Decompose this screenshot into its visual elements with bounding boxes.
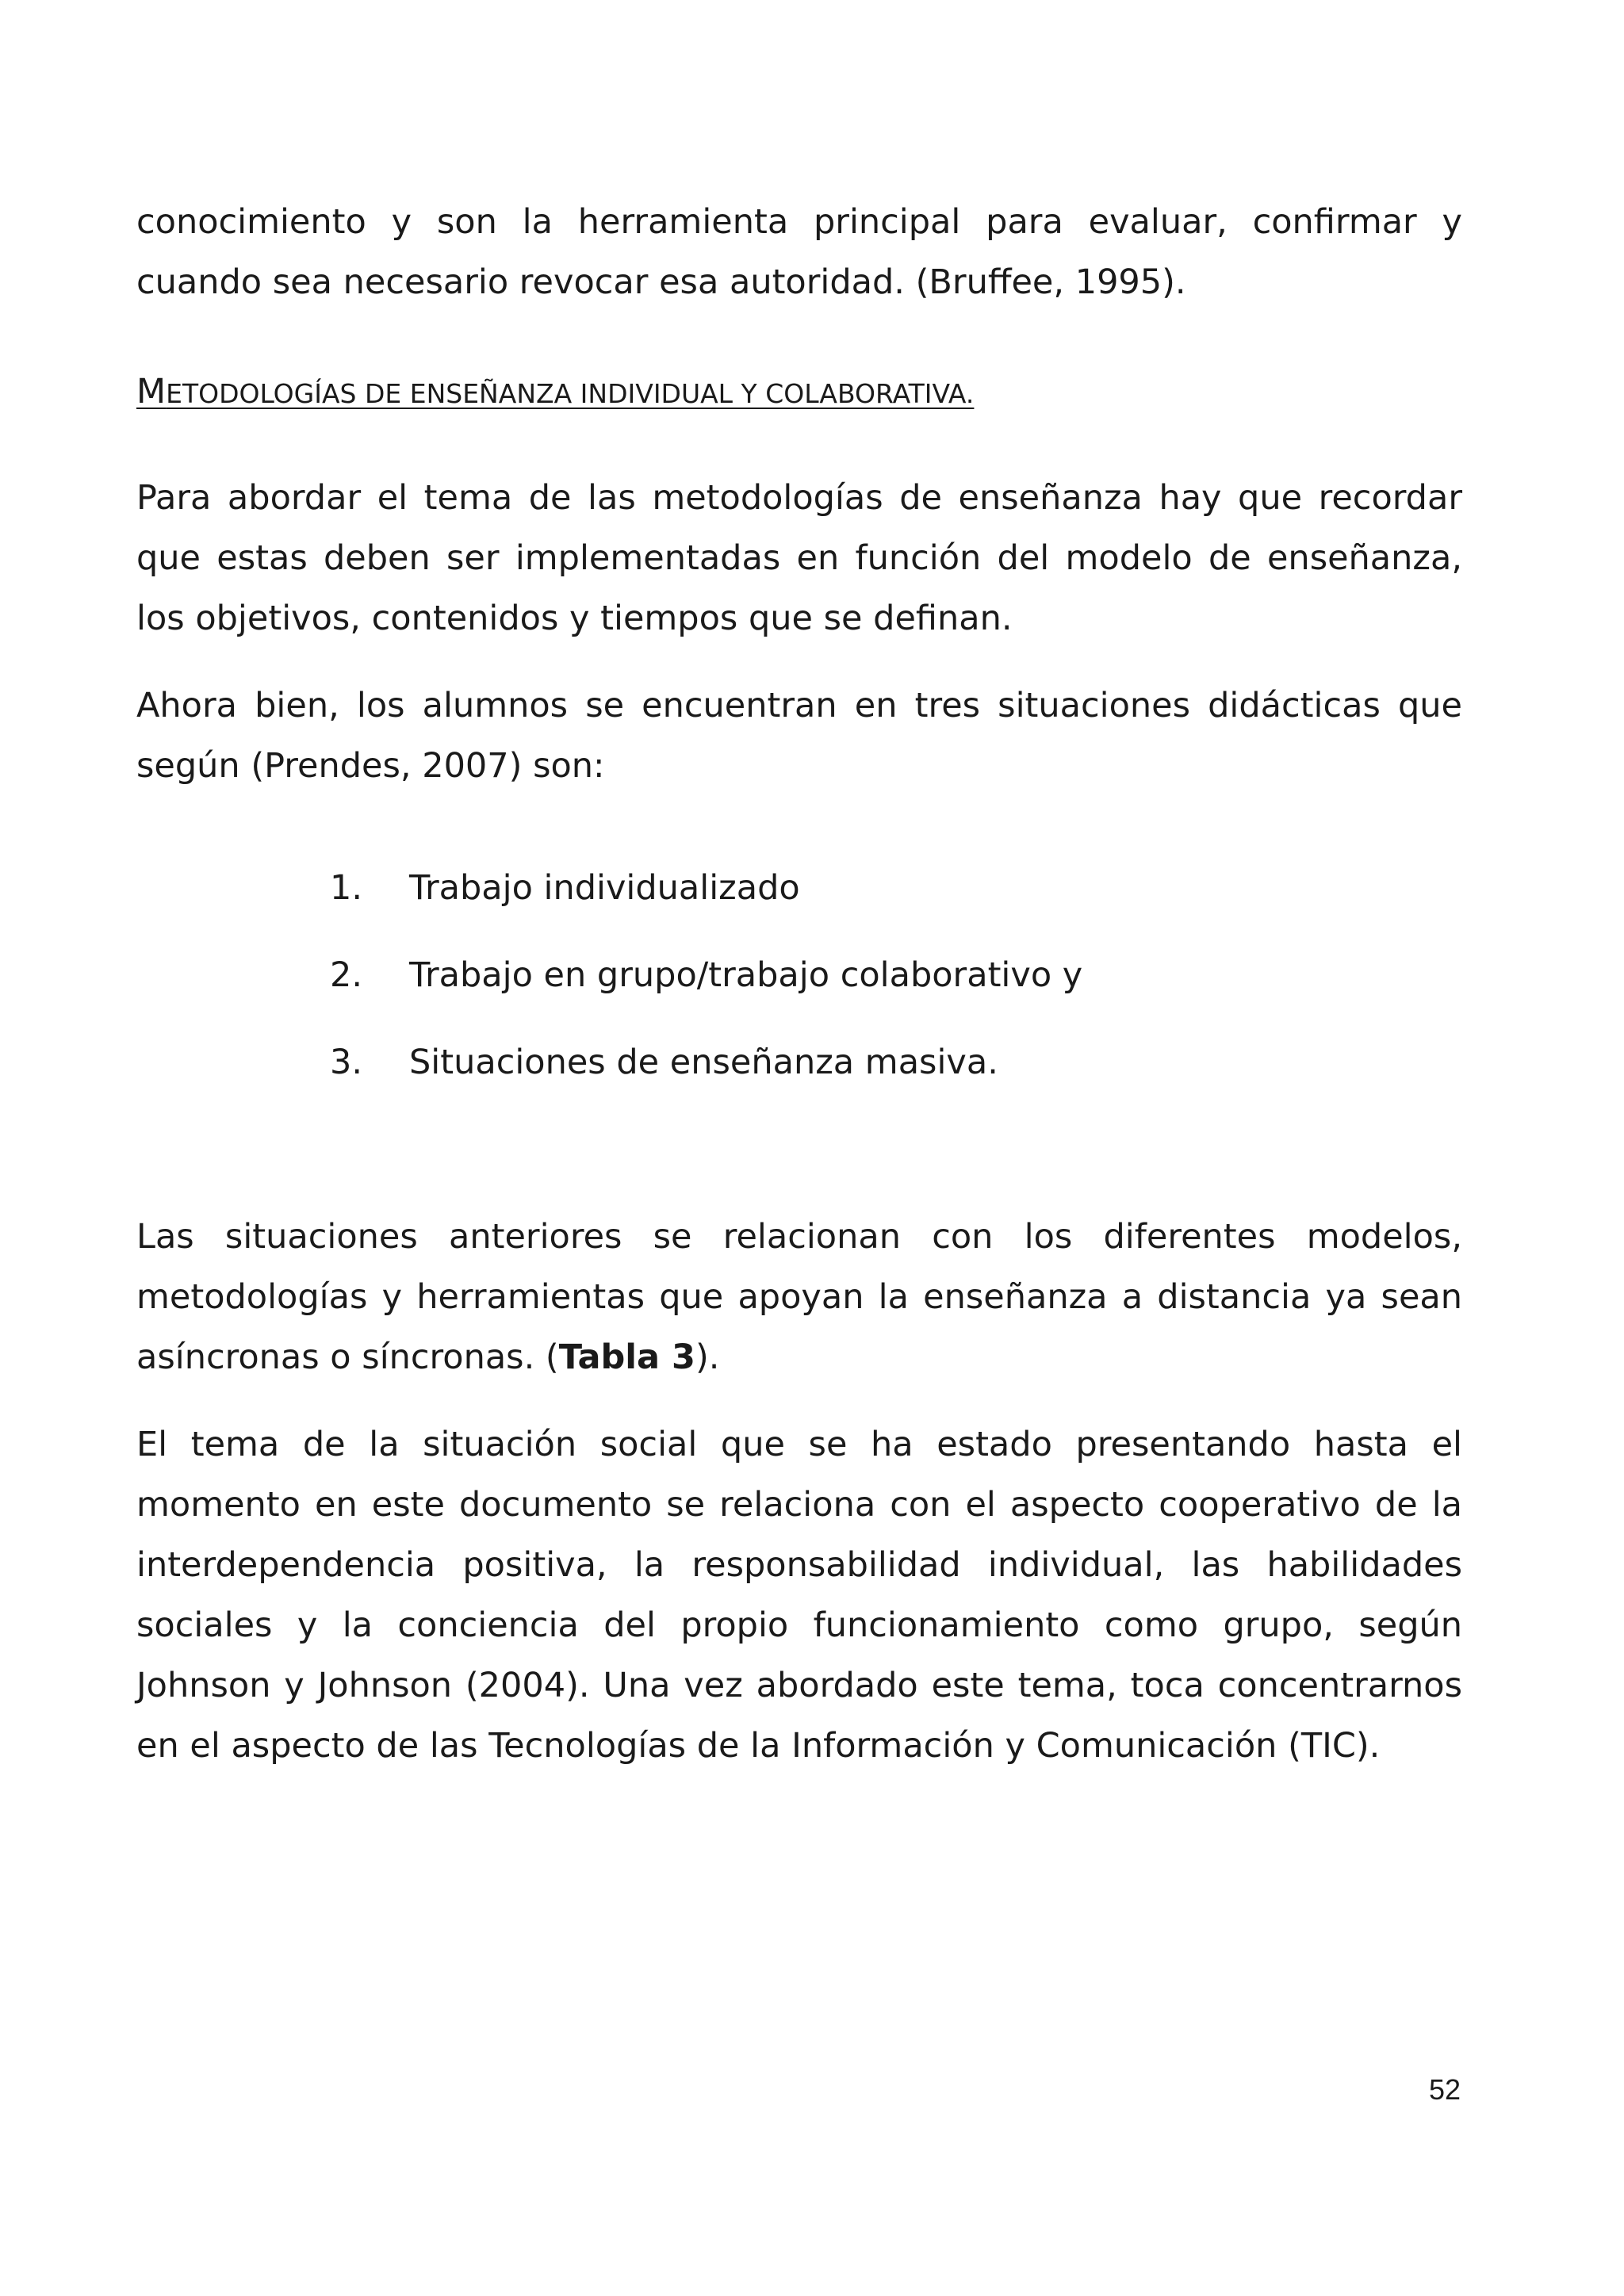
- page-number: 52: [1428, 2073, 1461, 2106]
- paragraph-situacion-social: El tema de la situación social que se ha estado presentando hasta el momento en este documento se relaciona con el aspecto cooperativo de la interdependencia positiva, la responsabilidad individual, las habilidades sociales y la conciencia del propio funcionamiento como grupo, según Johnson y Johnson (2004). Una vez abordado este tema, toca concentrarnos en el aspecto de las Tecnologías de la Información y Comunicación (TIC).: [136, 1425, 1462, 1766]
- paragraph-text: Las situaciones anteriores se relacionan con los diferentes modelos, metodologías y herramientas que apoyan la enseñanza a distancia ya sean asíncronas o síncronas. (: [136, 1217, 1462, 1377]
- list-item-2: [330, 945, 1082, 1005]
- paragraph-text-end: ).: [695, 1337, 720, 1377]
- list-item-1: [330, 858, 800, 918]
- heading-rest: ETODOLOGÍAS DE ENSEÑANZA INDIVIDUAL Y COLABORATIVA.: [166, 378, 975, 409]
- list-number: 3.: [330, 1043, 363, 1082]
- list-text: Trabajo individualizado: [409, 868, 800, 908]
- list-text: Situaciones de enseñanza masiva.: [409, 1043, 998, 1082]
- paragraph-tabla-reference: [136, 1207, 1462, 1387]
- list-number: 1.: [330, 868, 363, 908]
- list-text: Trabajo en grupo/trabajo colaborativo y: [409, 955, 1083, 995]
- list-number: 2.: [330, 955, 363, 995]
- paragraph-bruffee: conocimiento y son la herramienta principal para evaluar, confirmar y cuando sea necesario revocar esa autoridad. (Bruffee, 1995).: [136, 202, 1462, 302]
- table-reference: Tabla 3: [558, 1337, 695, 1377]
- paragraph-situaciones-intro: Ahora bien, los alumnos se encuentran en tres situaciones didácticas que según (Prendes, 2007) son:: [136, 686, 1462, 786]
- paragraph-metodologias: Para abordar el tema de las metodologías de enseñanza hay que recordar que estas deben ser implementadas en función del modelo de enseñanza, los objetivos, contenidos y tiempos que se definan.: [136, 478, 1462, 638]
- heading-initial: M: [136, 372, 167, 411]
- section-heading: [136, 368, 974, 418]
- list-item-3: [330, 1032, 998, 1093]
